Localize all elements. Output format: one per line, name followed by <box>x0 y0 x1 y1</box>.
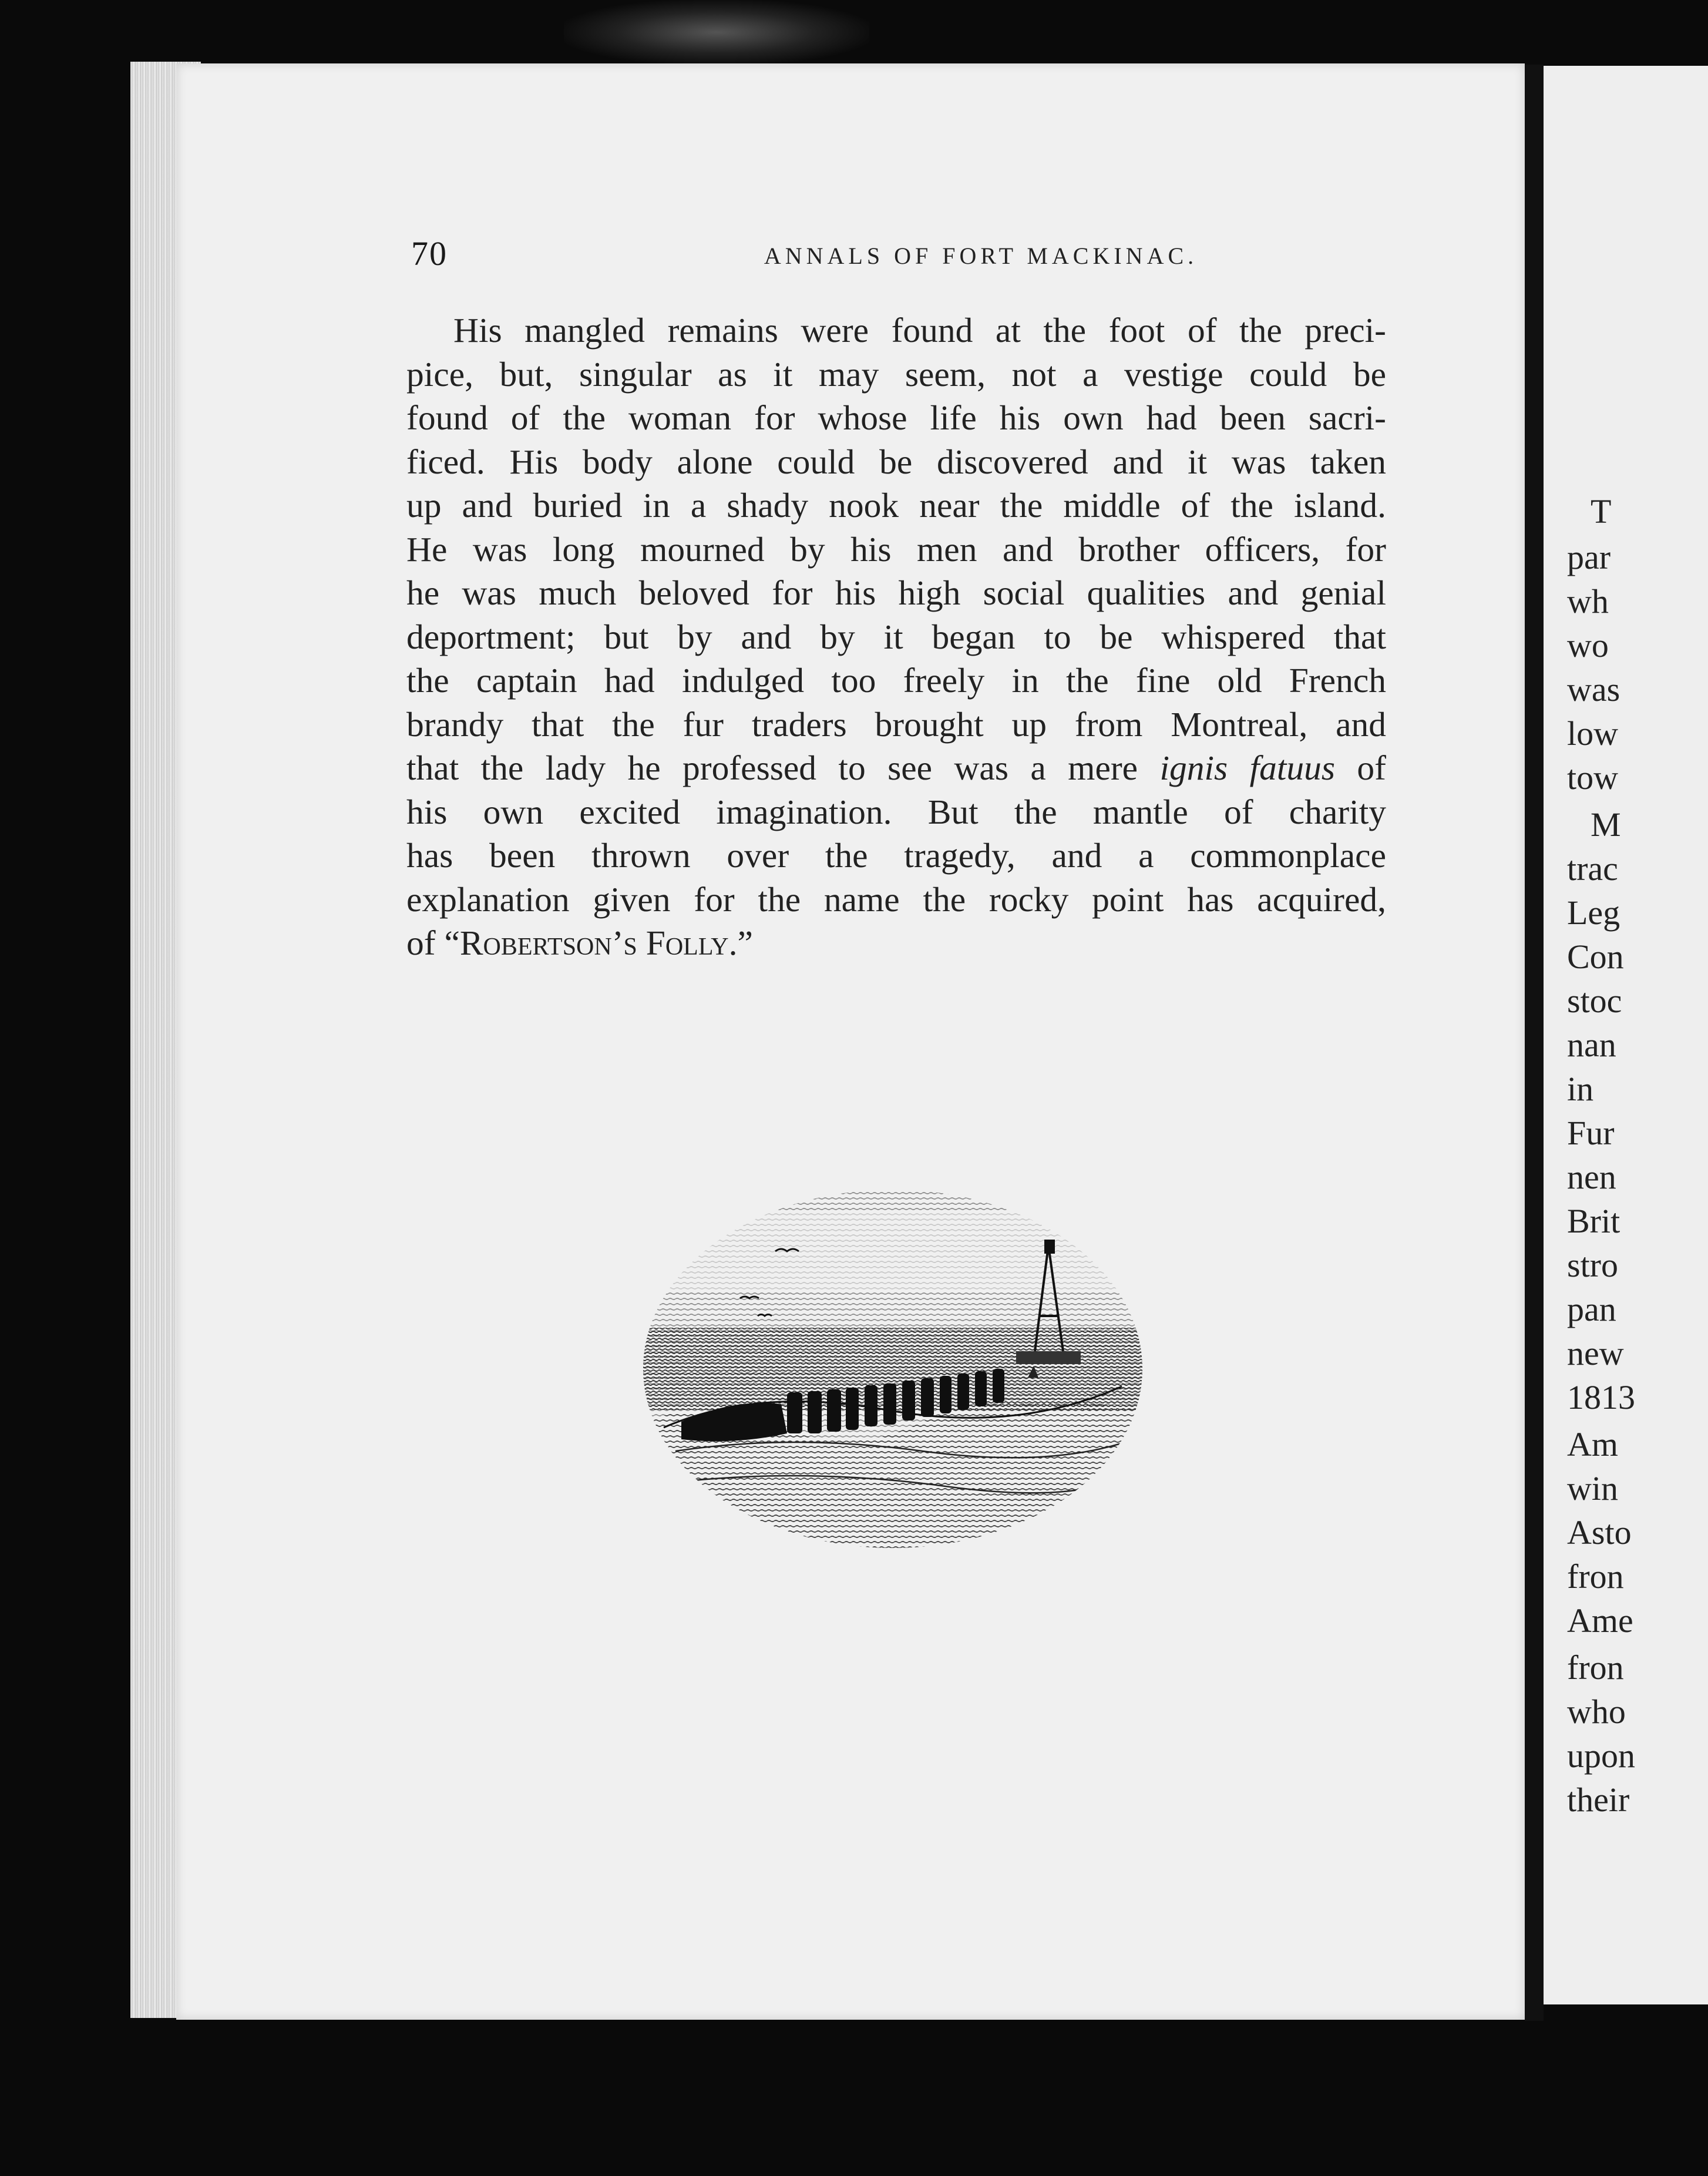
body-paragraph <box>406 308 1386 965</box>
scan-dust-artifact <box>564 0 869 65</box>
facing-line: Asto <box>1567 1513 1632 1552</box>
smallcaps-phrase: Robertson’s Folly <box>459 924 729 962</box>
facing-line: upon <box>1567 1737 1635 1775</box>
body-line: ficed. His body alone could be discovered and it was taken <box>406 442 1386 481</box>
facing-line: 1813 <box>1567 1378 1635 1416</box>
body-line-with-italic <box>406 746 1386 790</box>
italic-phrase: ignis fatuus <box>1159 748 1336 787</box>
facing-line: par <box>1567 538 1611 576</box>
body-text-run: of “ <box>406 924 460 962</box>
book-gutter <box>1525 65 1544 2021</box>
body-line: he was much beloved for his high social qualities and genial <box>406 573 1386 612</box>
facing-line: low <box>1567 714 1618 753</box>
facing-line: Brit <box>1567 1202 1620 1240</box>
facing-line: wh <box>1567 582 1609 620</box>
running-head-title: ANNALS OF FORT MACKINAC. <box>764 243 1198 269</box>
body-line: has been thrown over the tragedy, and a commonplace <box>406 836 1386 875</box>
body-line: the captain had indulged too freely in the fine old French <box>406 661 1386 700</box>
body-line: pice, but, singular as it may seem, not a vestige could be <box>406 354 1386 394</box>
facing-line: wo <box>1567 626 1609 664</box>
facing-line: was <box>1567 670 1620 708</box>
facing-line: tow <box>1567 758 1618 797</box>
facing-line: nen <box>1567 1158 1616 1196</box>
facing-line: Leg <box>1567 894 1620 932</box>
page-number: 70 <box>411 234 448 273</box>
body-line-last <box>406 921 1386 965</box>
facing-line: T <box>1591 492 1612 530</box>
body-line: His mangled remains were found at the foot of the preci- <box>453 311 1386 350</box>
facing-line: nan <box>1567 1026 1616 1064</box>
facing-line: fron <box>1567 1648 1624 1687</box>
body-line: brandy that the fur traders brought up from Montreal, and <box>406 704 1386 744</box>
body-line: found of the woman for whose life his own had been sacri- <box>406 398 1386 437</box>
facing-line: trac <box>1567 849 1618 888</box>
facing-line: stro <box>1567 1246 1618 1284</box>
facing-line: in <box>1567 1070 1594 1108</box>
body-text-run: that the lady he professed to see was a mere <box>406 748 1160 787</box>
facing-line: their <box>1567 1781 1630 1819</box>
facing-line: stoc <box>1567 982 1622 1020</box>
facing-line: who <box>1567 1693 1626 1731</box>
facing-line: win <box>1567 1469 1618 1507</box>
body-text-run: .” <box>728 924 753 962</box>
facing-line: M <box>1591 805 1621 844</box>
facing-line: Ame <box>1567 1601 1633 1640</box>
facing-line: Am <box>1567 1425 1618 1463</box>
body-text-run: of <box>1335 748 1386 787</box>
facing-line: fron <box>1567 1557 1624 1596</box>
body-line: explanation given for the name the rocky point has acquired, <box>406 879 1386 919</box>
body-line: He was long mourned by his men and brother officers, for <box>406 529 1386 569</box>
facing-page-text <box>1544 66 1708 2004</box>
engraving-illustration <box>640 1175 1145 1551</box>
facing-line: Fur <box>1567 1114 1615 1152</box>
body-line: deportment; but by and by it began to be whispered that <box>406 617 1386 656</box>
body-line: his own excited imagination. But the mantle of charity <box>406 792 1386 831</box>
facing-line: pan <box>1567 1290 1616 1328</box>
body-line: up and buried in a shady nook near the middle of the island. <box>406 486 1386 525</box>
running-head <box>411 234 1386 275</box>
facing-line: new <box>1567 1334 1624 1372</box>
facing-line: Con <box>1567 938 1624 976</box>
